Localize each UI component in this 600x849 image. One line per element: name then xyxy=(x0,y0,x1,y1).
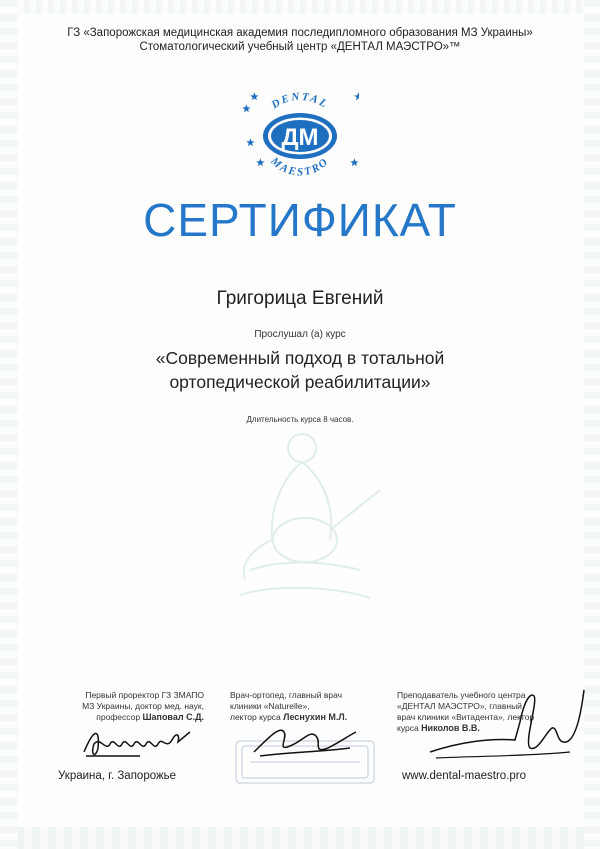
course-duration: Длительность курса 8 часов. xyxy=(246,415,354,424)
recipient-name: Григорица Евгений xyxy=(216,288,384,309)
ornament-border-left xyxy=(0,0,18,849)
course-title-line-2: ортопедической реабилитации» xyxy=(169,372,431,392)
kobzar-watermark-icon xyxy=(210,420,390,620)
ornament-border-bottom xyxy=(0,827,600,849)
signatory-2-name: Леснухин М.Л. xyxy=(283,712,348,722)
listened-course-label: Прослушал (а) курс xyxy=(254,329,346,340)
dental-maestro-logo xyxy=(241,84,359,190)
svg-text:DENTAL xyxy=(269,91,331,112)
ornament-border-top xyxy=(0,0,600,14)
signatory-3-name: Николов В.В. xyxy=(421,723,480,733)
signature-1-mark xyxy=(80,722,200,762)
certificate-title: СЕРТИФИКАТ xyxy=(143,194,457,246)
signature-3-mark xyxy=(420,682,590,766)
course-title-line-1: «Современный подход в тотальной xyxy=(155,348,445,368)
footer-location: Украина, г. Запорожье xyxy=(58,770,177,782)
signature-2-mark xyxy=(250,722,360,762)
issuer-line-1: ГЗ «Запорожская медицинская академия последипломного образования МЗ Украины» xyxy=(67,27,533,39)
issuer-header xyxy=(40,26,560,54)
course-title xyxy=(40,346,560,394)
logo-monogram: ДМ xyxy=(281,124,319,151)
signatory-2: Врач-ортопед, главный врач клиники «Naturelle», лектор курса Леснухин М.Л. xyxy=(230,690,348,722)
logo-text-bottom: MAESTRO xyxy=(268,155,332,179)
footer-website: www.dental-maestro.pro xyxy=(402,770,526,782)
signatory-1: Первый проректор ГЗ ЗМАПО МЗ Украины, доктор мед. наук, профессор Шаповал С.Д. xyxy=(82,690,204,722)
signatory-1-name: Шаповал С.Д. xyxy=(142,712,204,722)
logo-text-top: DENTAL xyxy=(269,90,331,112)
signatory-3: Преподаватель учебного центра «ДЕНТАЛ МАЭСТРО», главный врач клиники «Витадента», лектор курса Николов В.В. xyxy=(397,690,535,733)
issuer-line-2: Стоматологический учебный центр «ДЕНТАЛ МАЭСТРО»™ xyxy=(139,41,461,53)
